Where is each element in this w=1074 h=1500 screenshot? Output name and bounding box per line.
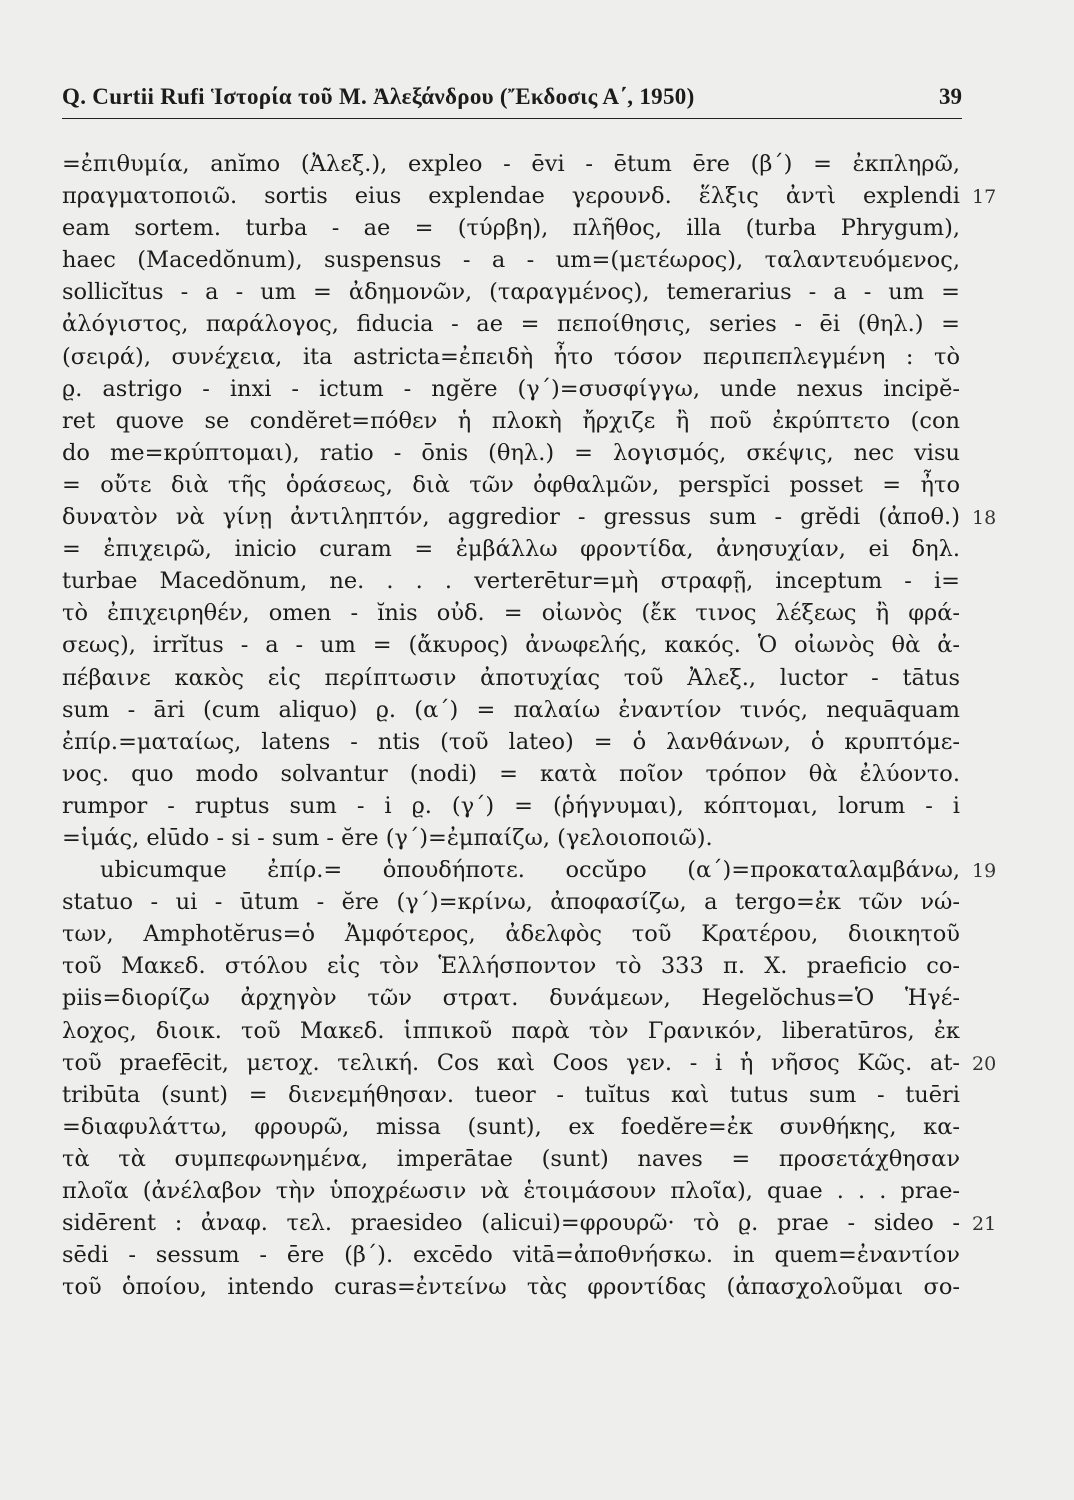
line-text: τὸ ἐπιχειρηθέν, omen - ĭnis οὐδ. = οἰωνὸς (ἔκ τινος λέξεως ἢ φρά- [62, 600, 960, 627]
text-line [62, 212, 1022, 244]
page-number: 39 [939, 84, 962, 109]
line-text: do me=κρύπτομαι), ratio - ōnis (θηλ.) = λογισμός, σκέψις, nec visu [62, 439, 960, 466]
text-line [62, 662, 1022, 694]
text-line [62, 1111, 1022, 1143]
line-text: σεως), irrĭtus - a - um = (ἄκυρος) ἀνωφελής, κακός. Ὁ οἰωνὸς θὰ ἀ- [62, 632, 960, 659]
text-line [62, 148, 1022, 180]
line-text: ret quove se condĕret=πόθεν ἡ πλοκὴ ἤρχιζε ἢ ποῦ ἐκρύπτετο (con [62, 407, 960, 434]
section-number: 21 [972, 1213, 997, 1236]
text-line [62, 437, 1022, 469]
line-text: =ἱμάς, elūdo - si - sum - ĕre (γ΄)=ἐμπαίζω, (γελοιοποιῶ). [62, 824, 713, 851]
text-line [62, 726, 1022, 758]
line-text: πέβαινε κακὸς εἰς περίπτωσιν ἀποτυχίας τοῦ Ἀλεξ., luctor - tātus [62, 664, 960, 691]
text-line [62, 758, 1022, 790]
line-text: sollicĭtus - a - um = ἀδημονῶν, (ταραγμένος), temerarius - a - um = [62, 279, 960, 306]
line-text: ubicumque ἐπίρ.= ὁπουδήποτε. occŭpo (α΄)=προκαταλαμβάνω, [100, 857, 960, 884]
text-line [62, 629, 1022, 661]
line-text: τοῦ Μακεδ. στόλου εἰς τὸν Ἑλλήσποντον τὸ 333 π. Χ. praeficio co- [62, 953, 960, 980]
section-number: 18 [972, 507, 997, 530]
line-text: statuo - ui - ūtum - ĕre (γ΄)=κρίνω, ἀποφασίζω, a tergo=ἐκ τῶν νώ- [62, 889, 960, 916]
text-line [62, 597, 1022, 629]
text-line [62, 373, 1022, 405]
line-text: = οὔτε διὰ τῆς ὁράσεως, διὰ τῶν ὀφθαλμῶν, perspĭci posset = ἦτο [62, 471, 960, 498]
text-line [62, 341, 1022, 373]
text-line [62, 1175, 1022, 1207]
text-line [62, 822, 1022, 854]
commentary-text [62, 148, 1022, 1303]
text-line [62, 1143, 1022, 1175]
text-line [62, 982, 1022, 1014]
line-text: =διαφυλάττω, φρουρῶ, missa (sunt), ex foedĕre=ἐκ συνθήκης, κα- [62, 1113, 960, 1140]
text-line [62, 244, 1022, 276]
line-text: δυνατὸν νὰ γίνῃ ἀντιληπτόν, aggredior - gressus sum - grĕdi (ἀποθ.) [62, 504, 960, 531]
line-text: τὰ τὰ συμπεφωνημένα, imperātae (sunt) naves = προσετάχθησαν [62, 1145, 960, 1172]
text-line [62, 533, 1022, 565]
line-text: πραγματοποιῶ. sortis eius explendae γερουνδ. ἕλξις ἀντὶ explendi [62, 183, 960, 210]
text-line [62, 950, 1022, 982]
running-head: Q. Curtii Rufi Ἱστορία τοῦ Μ. Ἀλεξάνδρου (Ἔκδοσις Α΄, 1950) [62, 84, 695, 109]
text-line [62, 1271, 1022, 1303]
section-number: 19 [972, 860, 997, 883]
line-text: ἐπίρ.=ματαίως, latens - ntis (τοῦ lateo) = ὁ λανθάνων, ὁ κρυπτόμε- [62, 728, 960, 755]
line-text: = ἐπιχειρῶ, inicio curam = ἐμβάλλω φροντίδα, ἀνησυχίαν, ei δηλ. [62, 536, 960, 563]
text-line [62, 180, 1022, 212]
text-line [62, 886, 1022, 918]
line-text: sēdi - sessum - ēre (β΄). excēdo vitā=ἀποθνήσκω. in quem=ἐναντίον [62, 1242, 960, 1269]
text-line [62, 276, 1022, 308]
text-line [62, 1239, 1022, 1271]
line-text: ϱ. astrigo - inxi - ictum - ngĕre (γ΄)=συσφίγγω, unde nexus incipĕ- [62, 375, 960, 402]
line-text: πλοῖα (ἀνέλαβον τὴν ὑποχρέωσιν νὰ ἑτοιμάσουν πλοῖα), quae . . . prae- [62, 1178, 960, 1204]
text-line [62, 790, 1022, 822]
line-text: τοῦ praefēcit, μετοχ. τελική. Cos καὶ Coos γεν. - i ἡ νῆσος Κῶς. at- [62, 1049, 960, 1076]
text-line [62, 469, 1022, 501]
text-line [62, 565, 1022, 597]
header-rule [62, 118, 962, 119]
line-text: sidērent : ἀναφ. τελ. praesideo (alicui)=φρουρῶ· τὸ ϱ. prae - sideo - [62, 1210, 960, 1237]
line-text: piis=διορίζω ἀρχηγὸν τῶν στρατ. δυνάμεων, Hegelŏchus=Ὁ Ἡγέ- [62, 985, 960, 1012]
line-text: haec (Macedŏnum), suspensus - a - um=(μετέωρος), ταλαντευόμενος, [62, 247, 960, 274]
line-text: =ἐπιθυμία, anĭmo (Ἀλεξ.), expleo - ēvi - ētum ēre (β΄) = ἐκπληρῶ, [62, 151, 960, 177]
section-number: 17 [972, 186, 997, 209]
text-line [62, 308, 1022, 340]
line-text: λοχος, διοικ. τοῦ Μακεδ. ἱππικοῦ παρὰ τὸν Γρανικόν, liberatūros, ἐκ [62, 1017, 960, 1044]
text-line [62, 918, 1022, 950]
text-line [62, 405, 1022, 437]
line-text: sum - āri (cum aliquo) ϱ. (α΄) = παλαίω ἐναντίον τινός, nequāquam [62, 696, 960, 723]
line-text: τοῦ ὁποίου, intendo curas=ἐντείνω τὰς φροντίδας (ἀπασχολοῦμαι σο- [62, 1274, 960, 1301]
text-line [62, 1207, 1022, 1239]
text-line [62, 1015, 1022, 1047]
line-text: eam sortem. turba - ae = (τύρβη), πλῆθος, illa (turba Phrygum), [62, 215, 960, 242]
line-text: rumpor - ruptus sum - i ϱ. (γ΄) = (ῥήγνυμαι), κόπτομαι, lorum - i [62, 792, 960, 819]
line-text: (σειρά), συνέχεια, ita astricta=ἐπειδὴ ἦτο τόσον περιπεπλεγμένη : τὸ [62, 343, 960, 370]
line-text: των, Amphotĕrus=ὁ Ἀμφότερος, ἀδελφὸς τοῦ Κρατέρου, διοικητοῦ [62, 921, 960, 948]
line-text: tribūta (sunt) = διενεμήθησαν. tueor - tuĭtus καὶ tutus sum - tuēri [62, 1081, 960, 1108]
text-line [62, 1079, 1022, 1111]
text-line [62, 694, 1022, 726]
line-text: ἀλόγιστος, παράλογος, fiducia - ae = πεποίθησις, series - ēi (θηλ.) = [62, 311, 960, 338]
line-text: νος. quo modo solvantur (nodi) = κατὰ ποῖον τρόπον θὰ ἐλύοντο. [62, 760, 960, 787]
text-line [62, 854, 1022, 886]
section-number: 20 [972, 1052, 997, 1075]
line-text: turbae Macedŏnum, ne. . . . verterētur=μὴ στραφῇ, inceptum - i= [62, 568, 960, 595]
text-line [62, 501, 1022, 533]
text-line [62, 1047, 1022, 1079]
